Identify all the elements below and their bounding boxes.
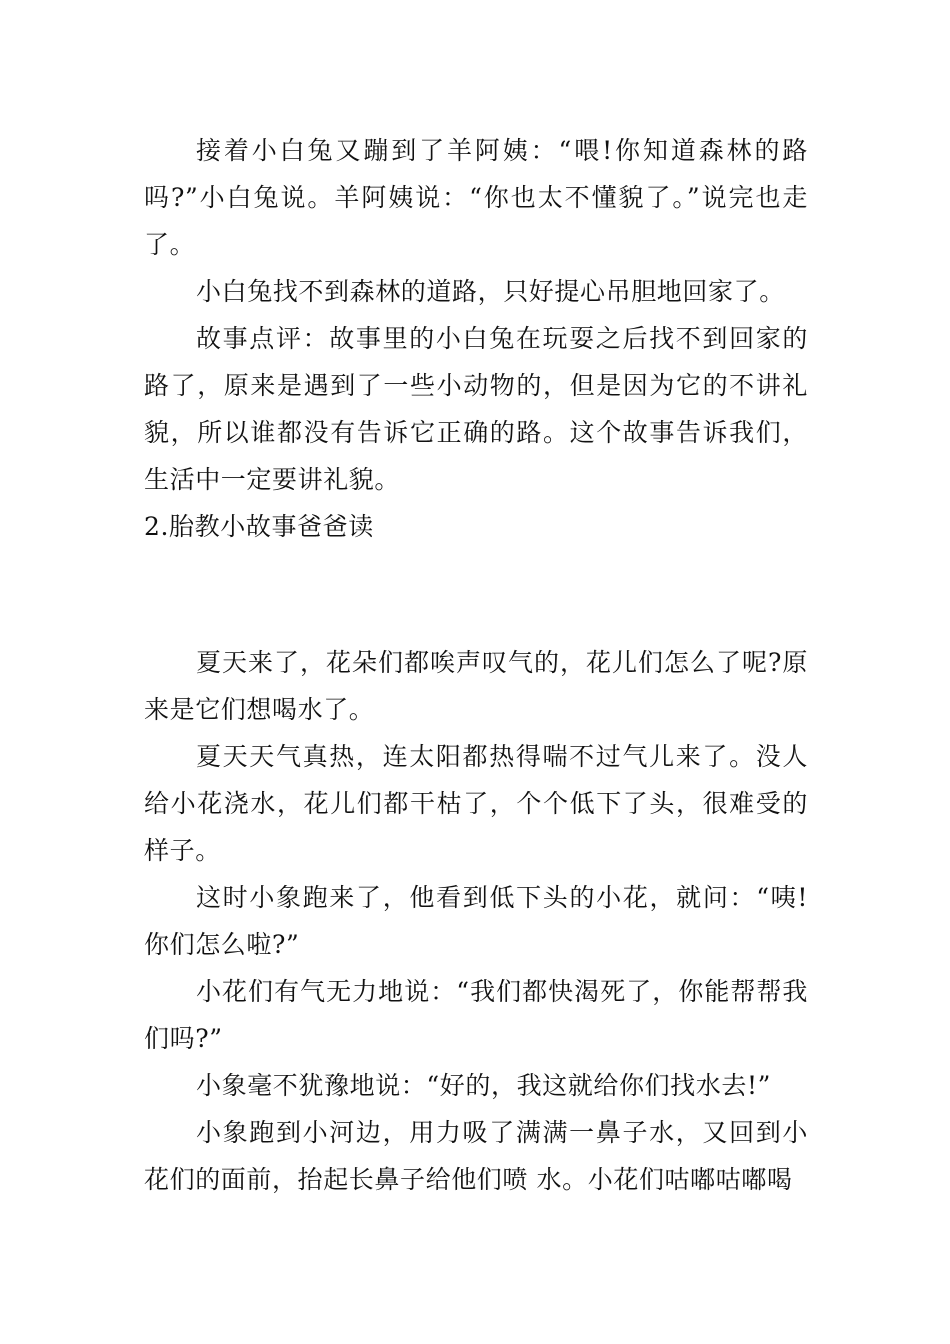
- paragraph: 夏天天气真热，连太阳都热得喘不过气儿来了。没人给小花浇水，花儿们都干枯了，个个低下了头，很难受的样子。: [144, 742, 808, 865]
- paragraph: 故事点评：故事里的小白兔在玩耍之后找不到回家的路了，原来是遇到了一些小动物的，但是因为它的不讲礼貌，所以谁都没有告诉它正确的路。这个故事告诉我们，生活中一定要讲礼貌。: [144, 324, 808, 494]
- paragraph: 小象毫不犹豫地说：“好的，我这就给你们找水去!”: [196, 1071, 772, 1100]
- paragraph: 小象跑到小河边，用力吸了满满一鼻子水，又回到小花们的面前，抬起长鼻子给他们喷 水。小花们咕嘟咕嘟喝: [144, 1118, 808, 1194]
- paragraph: 这时小象跑来了，他看到低下头的小花，就问：“咦!你们怎么啦?”: [144, 883, 808, 959]
- paragraph: 小花们有气无力地说：“我们都快渴死了，你能帮帮我们吗?”: [144, 977, 808, 1053]
- document-body: [144, 127, 808, 1203]
- paragraph: 夏天来了，花朵们都唉声叹气的，花儿们怎么了呢?原来是它们想喝水了。: [144, 648, 808, 724]
- section-heading: 2.胎教小故事爸爸读: [144, 512, 374, 541]
- blank-line: [144, 592, 808, 639]
- paragraph: 小白兔找不到森林的道路，只好提心吊胆地回家了。: [196, 277, 785, 306]
- blank-line: [144, 550, 808, 592]
- paragraph: 接着小白兔又蹦到了羊阿姨：“喂!你知道森林的路吗?”小白兔说。羊阿姨说：“你也太不懂貌了。”说完也走了。: [144, 136, 808, 259]
